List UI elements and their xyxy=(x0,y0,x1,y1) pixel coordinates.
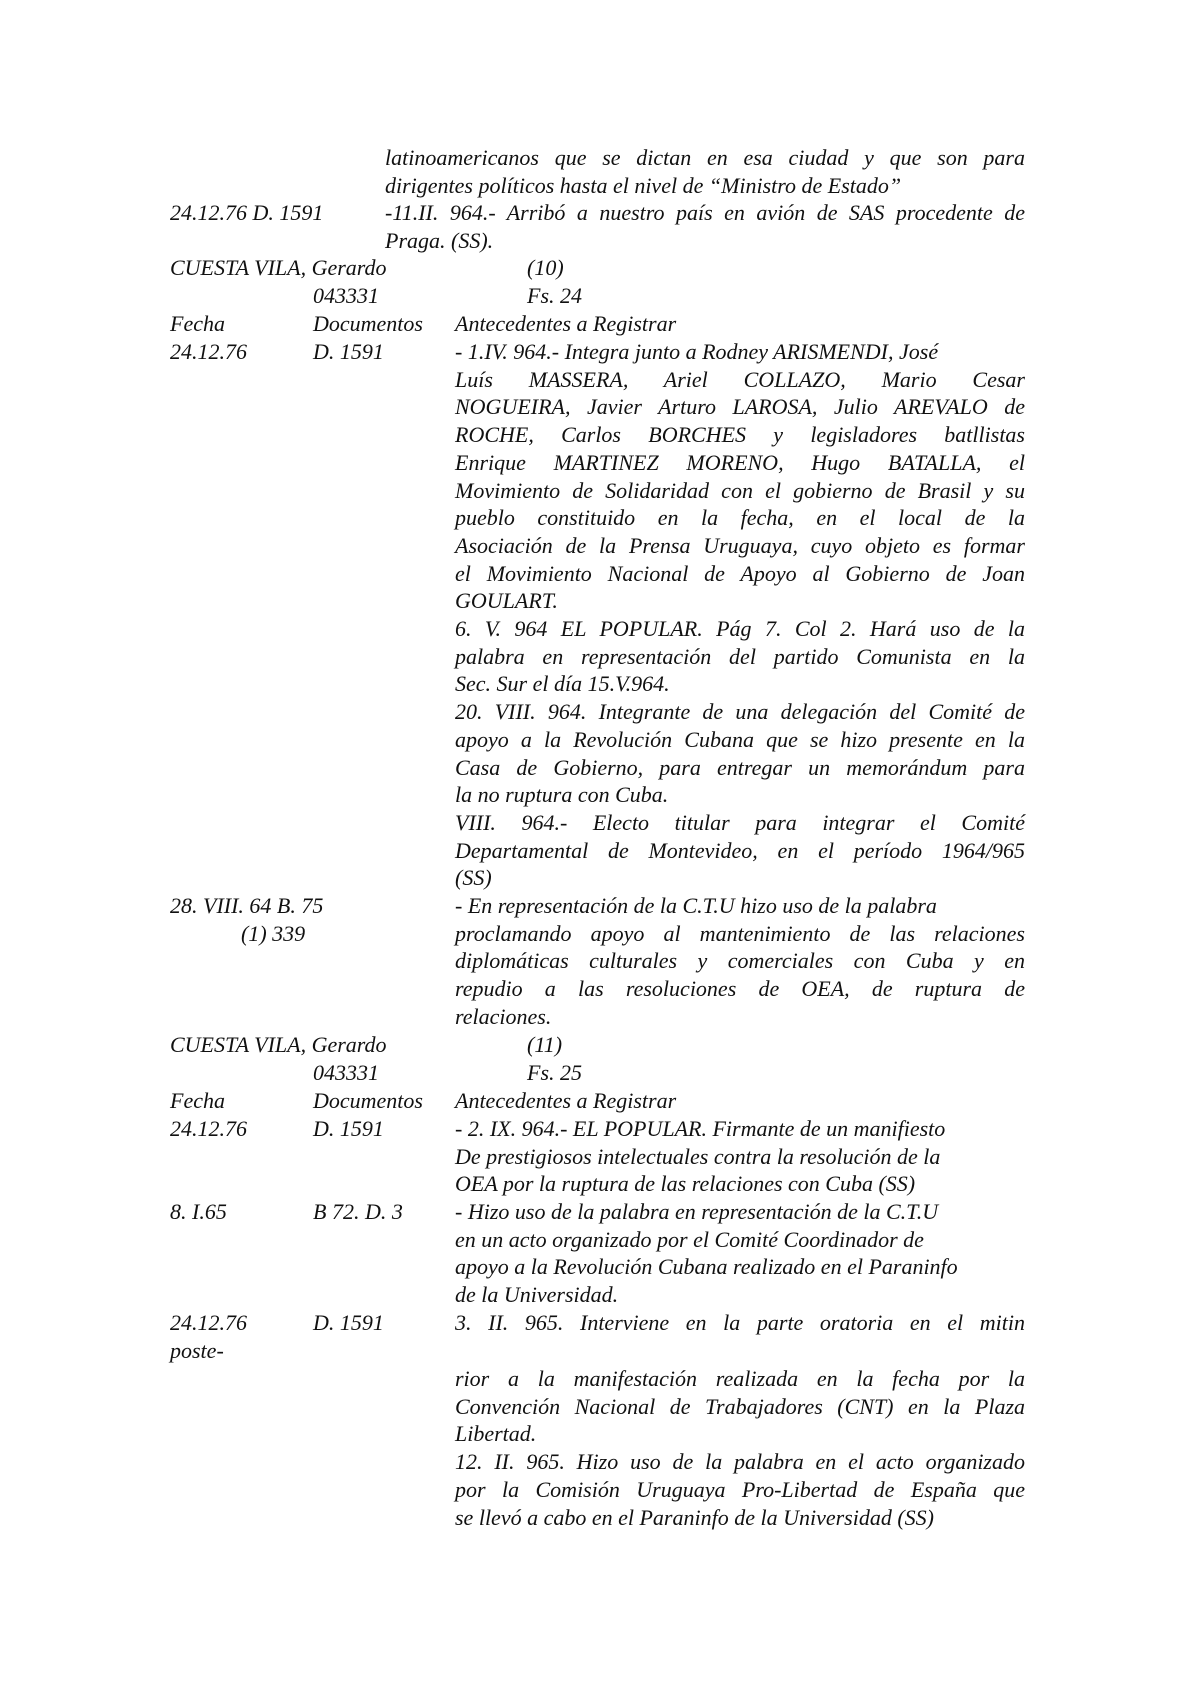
text-line: 20. VIII. 964. Integrante de una delegación del Comité de xyxy=(455,699,1025,725)
text-line: pueblo constituido en la fecha, en el local de la xyxy=(455,505,1025,531)
entry-text xyxy=(455,1365,1025,1531)
entry-document: (1) 339 xyxy=(241,921,306,946)
text-line: diplomáticas culturales y comerciales con Cuba y en xyxy=(455,948,1025,974)
text-line: de la Universidad. xyxy=(455,1282,619,1308)
text-line: Sec. Sur el día 15.V.964. xyxy=(455,671,670,697)
entry-text xyxy=(455,892,1025,1031)
text-line: repudio a las resoluciones de OEA, de ruptura de xyxy=(455,976,1025,1002)
entry-text xyxy=(455,1309,1025,1337)
text-line: palabra en representación del partido Comunista en la xyxy=(455,643,1025,669)
text-line: ROCHE, Carlos BORCHES y legisladores batllistas xyxy=(455,422,1025,448)
continuation-text xyxy=(385,144,1025,199)
text-line: Departamental de Montevideo, en el período 1964/965 xyxy=(455,837,1025,863)
text-line: - Hizo uso de la palabra en representación de la C.T.U xyxy=(455,1199,939,1224)
text-line: - 1.IV. 964.- Integra junto a Rodney ARISMENDI, José xyxy=(455,339,939,364)
header-documentos: Documentos xyxy=(313,311,423,336)
text-line: OEA por la ruptura de las relaciones con Cuba (SS) xyxy=(455,1171,916,1197)
person-name: CUESTA VILA, Gerardo xyxy=(170,1032,387,1057)
header-fecha: Fecha xyxy=(170,311,225,336)
text-line: dirigentes políticos hasta el nivel de “Ministro de Estado” xyxy=(385,172,902,198)
folio-number: Fs. 25 xyxy=(527,1060,582,1085)
entry-text xyxy=(455,1115,1025,1198)
sheet-number: (11) xyxy=(527,1032,563,1057)
text-line: De prestigiosos intelectuales contra la resolución de la xyxy=(455,1143,941,1169)
text-line: se llevó a cabo en el Paraninfo de la Universidad (SS) xyxy=(455,1504,935,1530)
text-line: 6. V. 964 EL POPULAR. Pág 7. Col 2. Hará uso de la xyxy=(455,616,1025,642)
text-line: GOULART. xyxy=(455,588,558,614)
text-line: 12. II. 965. Hizo uso de la palabra en el acto organizado xyxy=(455,1449,1025,1475)
entry-document: B 72. D. 3 xyxy=(313,1199,403,1224)
text-line: latinoamericanos que se dictan en esa ciudad y que son para xyxy=(385,145,1025,170)
person-name: CUESTA VILA, Gerardo xyxy=(170,255,387,280)
entry-date: 8. I.65 xyxy=(170,1199,227,1224)
text-line: Luís MASSERA, Ariel COLLAZO, Mario Cesar xyxy=(455,366,1025,392)
text-line: VIII. 964.- Electo titular para integrar el Comité xyxy=(455,809,1025,835)
text-line: Enrique MARTINEZ MORENO, Hugo BATALLA, el xyxy=(455,449,1025,475)
text-line: Casa de Gobierno, para entregar un memorándum para xyxy=(455,754,1025,780)
person-id-number: 043331 xyxy=(313,1060,379,1085)
text-line: NOGUEIRA, Javier Arturo LAROSA, Julio AREVALO de xyxy=(455,394,1025,420)
text-line: Movimiento de Solidaridad con el gobierno de Brasil y su xyxy=(455,477,1025,503)
header-fecha: Fecha xyxy=(170,1088,225,1113)
entry-date: 24.12.76 xyxy=(170,1116,247,1141)
text-line: - En representación de la C.T.U hizo uso de la palabra xyxy=(455,893,937,918)
sheet-number: (10) xyxy=(527,255,564,280)
entry-document: D. 1591 xyxy=(313,1116,384,1141)
text-line: -11.II. 964.- Arribó a nuestro país en avión de SAS procedente de xyxy=(385,200,1025,225)
entry-date: 24.12.76 xyxy=(170,1310,247,1335)
header-documentos: Documentos xyxy=(313,1088,423,1113)
text-line: (SS) xyxy=(455,865,492,891)
entry-date: 24.12.76 xyxy=(170,339,247,364)
person-id-number: 043331 xyxy=(313,283,379,308)
entry-document: D. 1591 xyxy=(313,1310,384,1335)
text-line: por la Comisión Uruguaya Pro-Libertad de España que xyxy=(455,1476,1025,1502)
text-line: proclamando apoyo al mantenimiento de las relaciones xyxy=(455,920,1025,946)
entry-date: 28. VIII. 64 B. 75 xyxy=(170,893,324,918)
header-antecedentes: Antecedentes a Registrar xyxy=(455,1088,677,1113)
header-antecedentes: Antecedentes a Registrar xyxy=(455,311,677,336)
text-line: el Movimiento Nacional de Apoyo al Gobierno de Joan xyxy=(455,560,1025,586)
text-line: Convención Nacional de Trabajadores (CNT) en la Plaza xyxy=(455,1393,1025,1419)
text-line: en un acto organizado por el Comité Coordinador de xyxy=(455,1226,924,1252)
text-line: relaciones. xyxy=(455,1003,552,1029)
folio-number: Fs. 24 xyxy=(527,283,582,308)
text-line: Praga. (SS). xyxy=(385,227,494,253)
text-line: apoyo a la Revolución Cubana realizado en el Paraninfo xyxy=(455,1254,958,1280)
text-line: rior a la manifestación realizada en la fecha por la xyxy=(455,1366,1025,1391)
text-line: - 2. IX. 964.- EL POPULAR. Firmante de un manifiesto xyxy=(455,1116,946,1141)
entry-date-continuation: poste- xyxy=(170,1338,224,1363)
text-line: apoyo a la Revolución Cubana que se hizo presente en la xyxy=(455,726,1025,752)
text-line: Libertad. xyxy=(455,1421,537,1447)
entry-date: 24.12.76 D. 1591 xyxy=(170,200,324,225)
text-line: 3. II. 965. Interviene en la parte oratoria en el mitin xyxy=(455,1310,1025,1335)
text-line: Asociación de la Prensa Uruguaya, cuyo objeto es formar xyxy=(455,532,1025,558)
entry-document: D. 1591 xyxy=(313,339,384,364)
entry-text xyxy=(455,1198,1025,1309)
entry-text xyxy=(385,199,1025,254)
entry-text xyxy=(455,338,1025,892)
text-line: la no ruptura con Cuba. xyxy=(455,782,669,808)
